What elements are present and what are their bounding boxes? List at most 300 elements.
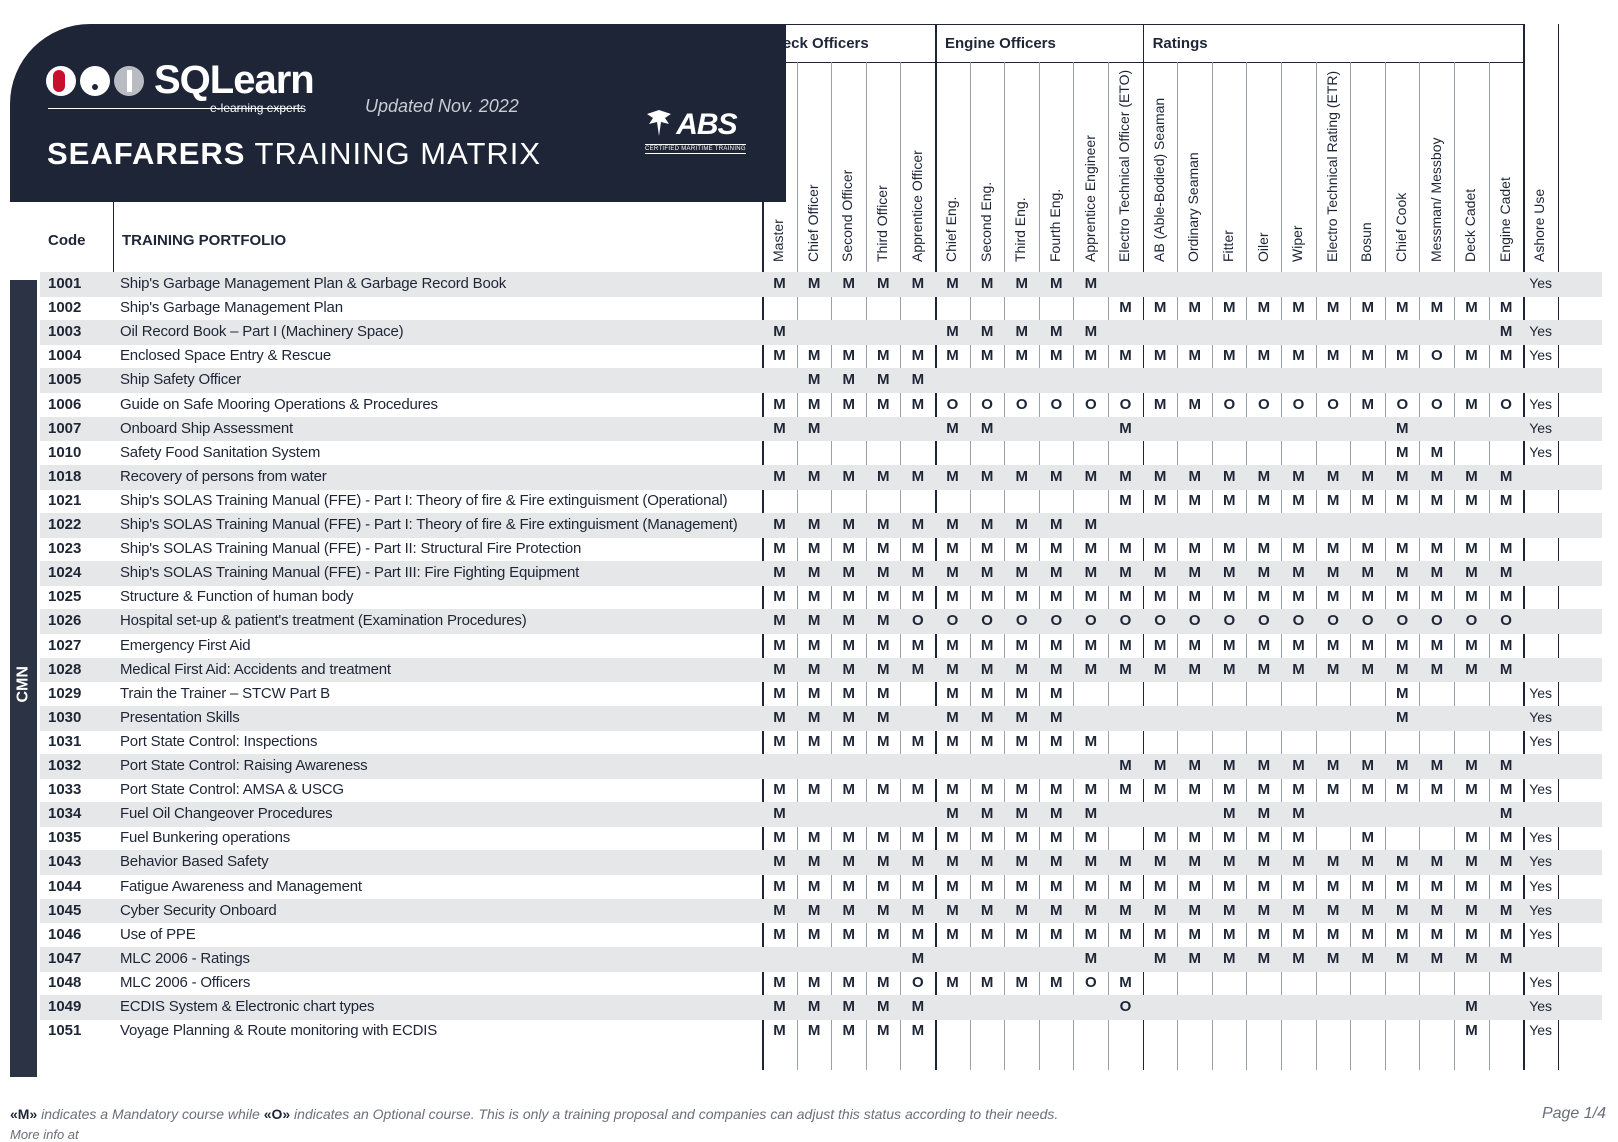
requirement-mark: M: [1292, 588, 1305, 606]
requirement-mark: M: [946, 853, 959, 871]
table-row: [40, 995, 1602, 1020]
requirement-mark: M: [1015, 684, 1028, 702]
course-code: 1006: [48, 395, 82, 413]
requirement-mark: M: [1084, 829, 1098, 847]
requirement-mark: M: [807, 853, 821, 871]
requirement-mark: M: [1361, 829, 1374, 847]
requirement-mark: M: [1430, 757, 1444, 774]
requirement-mark: M: [1119, 419, 1132, 437]
requirement-mark: M: [1050, 564, 1063, 582]
requirement-mark: M: [877, 516, 890, 533]
requirement-mark: M: [1188, 491, 1201, 509]
requirement-mark: M: [1430, 588, 1444, 606]
role-header: [1073, 62, 1108, 266]
course-code: 1032: [48, 757, 82, 774]
requirement-mark: M: [946, 925, 959, 943]
course-code: 1024: [48, 564, 82, 582]
requirement-mark: M: [1188, 853, 1201, 871]
requirement-mark: O: [946, 395, 959, 413]
course-code: 1035: [48, 829, 82, 847]
course-code: 1018: [48, 467, 82, 485]
requirement-mark: M: [1015, 588, 1028, 606]
requirement-mark: M: [911, 395, 925, 413]
requirement-mark: M: [980, 540, 994, 558]
requirement-mark: M: [1050, 467, 1063, 485]
course-name: Ship's Garbage Management Plan & Garbage Record Book: [120, 275, 507, 292]
requirement-mark: O: [1119, 612, 1132, 630]
requirement-mark: M: [1188, 347, 1201, 365]
requirement-mark: M: [1430, 781, 1444, 799]
requirement-mark: M: [1396, 660, 1409, 678]
requirement-mark: M: [1084, 732, 1098, 750]
course-code: 1025: [48, 588, 82, 606]
requirement-mark: M: [877, 612, 890, 630]
requirement-mark: M: [773, 660, 786, 678]
requirement-mark: M: [911, 949, 925, 967]
requirement-mark: M: [1326, 925, 1340, 943]
requirement-mark: M: [1257, 660, 1271, 678]
requirement-mark: M: [807, 612, 821, 630]
role-label: Deck Cadet: [1462, 188, 1479, 262]
table-row: [40, 609, 1602, 634]
requirement-mark: M: [1430, 467, 1444, 485]
requirement-mark: M: [1153, 829, 1167, 847]
requirement-mark: M: [773, 516, 786, 533]
course-code: 1033: [48, 781, 82, 799]
requirement-mark: M: [807, 708, 821, 726]
requirement-mark: M: [1119, 901, 1132, 919]
requirement-mark: M: [980, 805, 994, 823]
requirement-mark: M: [1153, 757, 1167, 774]
course-code: 1022: [48, 516, 82, 533]
requirement-mark: M: [1050, 925, 1063, 943]
requirement-mark: M: [877, 588, 890, 606]
requirement-mark: M: [807, 781, 821, 799]
table-row: [40, 899, 1602, 924]
requirement-mark: M: [1153, 588, 1167, 606]
table-row: [40, 441, 1602, 466]
requirement-mark: O: [981, 612, 993, 630]
requirement-mark: M: [1153, 564, 1167, 582]
course-code: 1029: [48, 684, 82, 702]
requirement-mark: M: [773, 901, 786, 919]
requirement-mark: M: [1396, 781, 1409, 799]
requirement-mark: M: [1050, 275, 1063, 292]
requirement-mark: O: [1431, 395, 1443, 413]
requirement-mark: M: [1257, 781, 1271, 799]
requirement-mark: M: [1326, 636, 1340, 654]
ashore-use-value: Yes: [1529, 275, 1553, 291]
requirement-mark: M: [1499, 877, 1513, 895]
table-row: [40, 465, 1602, 490]
requirement-mark: M: [1465, 660, 1478, 678]
requirement-mark: M: [911, 853, 925, 871]
requirement-mark: M: [946, 829, 959, 847]
requirement-mark: M: [1396, 636, 1409, 654]
table-row: [40, 730, 1602, 755]
table-row: [40, 296, 1602, 321]
role-header: [1004, 62, 1039, 266]
table-row: [40, 971, 1602, 996]
table-row: [40, 537, 1602, 562]
requirement-mark: M: [1499, 588, 1513, 606]
role-label: Apprentice Engineer: [1081, 135, 1098, 262]
course-name: Port State Control: Inspections: [120, 732, 318, 750]
course-code: 1051: [48, 1022, 82, 1040]
table-row: [40, 875, 1602, 900]
requirement-mark: M: [877, 708, 890, 726]
requirement-mark: M: [946, 973, 959, 991]
role-header: [900, 62, 935, 266]
group-header-3: Ratings: [1143, 24, 1524, 62]
legend-text-2: indicates an Optional course. This is only a training proposal and companies can adjust this status according to their needs.: [290, 1106, 1059, 1122]
requirement-mark: M: [842, 925, 855, 943]
requirement-mark: M: [1430, 564, 1444, 582]
requirement-mark: M: [807, 1022, 821, 1040]
requirement-mark: M: [1430, 299, 1444, 317]
requirement-mark: M: [1050, 732, 1063, 750]
role-header: [762, 62, 797, 266]
requirement-mark: M: [1292, 829, 1305, 847]
eagle-icon: [645, 108, 673, 138]
requirement-mark: M: [1499, 949, 1513, 967]
requirement-mark: M: [877, 564, 890, 582]
requirement-mark: O: [1361, 612, 1374, 630]
requirement-mark: M: [1257, 925, 1271, 943]
requirement-mark: M: [807, 998, 821, 1015]
requirement-mark: M: [1326, 299, 1340, 317]
role-label: Master: [770, 219, 787, 262]
requirement-mark: M: [1499, 467, 1513, 485]
requirement-mark: M: [1015, 925, 1028, 943]
requirement-mark: M: [1430, 660, 1444, 678]
table-row: [40, 634, 1602, 659]
role-label: Oiler: [1254, 232, 1271, 262]
course-code: 1027: [48, 636, 82, 654]
requirement-mark: M: [807, 564, 821, 582]
requirement-mark: M: [1188, 467, 1201, 485]
requirement-mark: M: [1015, 564, 1028, 582]
course-name: Cyber Security Onboard: [120, 901, 277, 919]
requirement-mark: M: [980, 853, 994, 871]
role-header: [1143, 62, 1178, 266]
course-name: Hospital set-up & patient's treatment (Examination Procedures): [120, 612, 527, 630]
role-label: AB (Able-Bodied) Seaman: [1150, 97, 1167, 262]
requirement-mark: M: [1396, 564, 1409, 582]
requirement-mark: M: [1015, 877, 1028, 895]
requirement-mark: M: [1499, 781, 1513, 799]
course-name: Safety Food Sanitation System: [120, 443, 321, 461]
role-label: Electro Technical Officer (ETO): [1116, 69, 1133, 262]
requirement-mark: M: [1153, 395, 1167, 413]
requirement-mark: M: [1499, 564, 1513, 582]
requirement-mark: M: [911, 998, 925, 1015]
requirement-mark: M: [807, 901, 821, 919]
table-row: [40, 585, 1602, 610]
course-name: Use of PPE: [120, 925, 196, 943]
requirement-mark: M: [1292, 660, 1305, 678]
requirement-mark: M: [1396, 853, 1409, 871]
requirement-mark: M: [842, 347, 855, 365]
requirement-mark: M: [1292, 467, 1305, 485]
requirement-mark: M: [1084, 901, 1098, 919]
requirement-mark: M: [1223, 877, 1236, 895]
requirement-mark: M: [1499, 636, 1513, 654]
requirement-mark: M: [1188, 949, 1201, 967]
ashore-use-value: Yes: [1529, 732, 1553, 749]
table-row: [40, 658, 1602, 683]
requirement-mark: M: [1430, 877, 1444, 895]
requirement-mark: M: [842, 684, 855, 702]
table-row: [40, 272, 1602, 297]
requirement-mark: M: [1465, 299, 1478, 317]
requirement-mark: M: [1119, 660, 1132, 678]
requirement-mark: M: [842, 540, 855, 558]
requirement-mark: M: [773, 925, 786, 943]
requirement-mark: M: [946, 660, 959, 678]
ashore-use-value: Yes: [1529, 395, 1553, 412]
requirement-mark: M: [1084, 877, 1098, 895]
requirement-mark: M: [1015, 323, 1028, 341]
requirement-mark: M: [1223, 949, 1236, 967]
role-label: Ashore Use: [1531, 188, 1548, 262]
role-header: [935, 62, 970, 266]
requirement-mark: M: [1119, 347, 1132, 365]
requirement-mark: M: [980, 516, 994, 533]
requirement-mark: M: [1119, 467, 1132, 485]
course-name: Ship Safety Officer: [120, 371, 241, 389]
requirement-mark: O: [1258, 612, 1270, 630]
requirement-mark: M: [773, 998, 786, 1015]
requirement-mark: M: [842, 275, 855, 292]
requirement-mark: M: [1430, 636, 1444, 654]
course-name: Fuel Bunkering operations: [120, 829, 291, 847]
requirement-mark: M: [807, 588, 821, 606]
requirement-mark: M: [1257, 805, 1271, 823]
table-row: [40, 1019, 1602, 1044]
requirement-mark: M: [807, 660, 821, 678]
requirement-mark: M: [1084, 540, 1098, 558]
requirement-mark: M: [1396, 925, 1409, 943]
requirement-mark: M: [773, 588, 786, 606]
requirement-mark: M: [1153, 467, 1167, 485]
requirement-mark: M: [1153, 949, 1167, 967]
role-label: Messman/ Messboy: [1427, 137, 1444, 262]
course-code: 1023: [48, 540, 82, 558]
role-label: Engine Cadet: [1496, 177, 1513, 262]
requirement-mark: O: [1396, 612, 1409, 630]
course-name: Onboard Ship Assessment: [120, 419, 293, 437]
requirement-mark: M: [980, 684, 994, 702]
course-code: 1003: [48, 323, 82, 341]
requirement-mark: M: [1361, 636, 1374, 654]
requirement-mark: M: [1465, 998, 1478, 1015]
requirement-mark: M: [1326, 347, 1340, 365]
requirement-mark: M: [980, 829, 994, 847]
requirement-mark: M: [980, 564, 994, 582]
requirement-mark: M: [877, 684, 890, 702]
requirement-mark: M: [1119, 299, 1132, 317]
role-label: Chief Officer: [804, 184, 821, 262]
ashore-use-value: Yes: [1529, 877, 1553, 894]
requirement-mark: M: [1499, 805, 1513, 823]
requirement-mark: M: [773, 781, 786, 799]
requirement-mark: M: [1292, 564, 1305, 582]
requirement-mark: M: [1153, 299, 1167, 317]
requirement-mark: M: [1292, 949, 1305, 967]
requirement-mark: M: [1326, 757, 1340, 774]
requirement-mark: O: [1015, 395, 1028, 413]
requirement-mark: M: [1361, 949, 1374, 967]
requirement-mark: M: [1257, 901, 1271, 919]
requirement-mark: M: [877, 901, 890, 919]
requirement-mark: M: [1050, 877, 1063, 895]
requirement-mark: M: [911, 660, 925, 678]
requirement-mark: M: [842, 853, 855, 871]
requirement-mark: M: [807, 347, 821, 365]
requirement-mark: M: [1015, 275, 1028, 292]
requirement-mark: O: [1085, 395, 1097, 413]
role-label: Chief Cook: [1393, 192, 1410, 262]
table-row: [40, 682, 1602, 707]
requirement-mark: M: [877, 395, 890, 413]
role-label: Chief Eng.: [943, 196, 960, 262]
requirement-mark: M: [1465, 949, 1478, 967]
requirement-mark: M: [1499, 829, 1513, 847]
requirement-mark: M: [911, 732, 925, 750]
requirement-mark: M: [1361, 540, 1374, 558]
requirement-mark: M: [1430, 540, 1444, 558]
course-name: Structure & Function of human body: [120, 588, 354, 606]
role-label: Wiper: [1289, 225, 1306, 262]
requirement-mark: O: [1223, 612, 1236, 630]
legend-text-1: indicates a Mandatory course while: [37, 1106, 264, 1122]
role-header: [1281, 62, 1316, 266]
requirement-mark: M: [1188, 757, 1201, 774]
requirement-mark: M: [1153, 660, 1167, 678]
requirement-mark: M: [1499, 660, 1513, 678]
course-name: Voyage Planning & Route monitoring with ECDIS: [120, 1022, 438, 1040]
requirement-mark: M: [980, 467, 994, 485]
ashore-use-value: Yes: [1529, 443, 1553, 460]
requirement-mark: M: [1223, 564, 1236, 582]
requirement-mark: M: [1326, 660, 1340, 678]
requirement-mark: M: [1361, 299, 1374, 317]
requirement-mark: O: [1396, 395, 1409, 413]
requirement-mark: M: [1153, 347, 1167, 365]
requirement-mark: M: [773, 395, 786, 413]
requirement-mark: M: [1050, 588, 1063, 606]
requirement-mark: M: [807, 419, 821, 437]
requirement-mark: M: [1326, 491, 1340, 509]
requirement-mark: M: [980, 588, 994, 606]
page-title: [47, 136, 541, 172]
requirement-mark: O: [1327, 395, 1339, 413]
requirement-mark: M: [1499, 757, 1513, 774]
requirement-mark: M: [946, 877, 959, 895]
requirement-mark: M: [1050, 684, 1063, 702]
requirement-mark: M: [842, 708, 855, 726]
requirement-mark: M: [1292, 781, 1305, 799]
requirement-mark: O: [912, 973, 924, 991]
course-name: Medical First Aid: Accidents and treatment: [120, 660, 391, 678]
requirement-mark: M: [911, 588, 925, 606]
title-bold: SEAFARERS: [47, 136, 246, 171]
role-header: [1454, 62, 1489, 266]
requirement-mark: M: [946, 684, 959, 702]
role-label: Second Eng.: [977, 181, 994, 262]
requirement-mark: M: [877, 467, 890, 485]
role-label: Fourth Eng.: [1047, 188, 1064, 262]
requirement-mark: M: [1292, 757, 1305, 774]
requirement-mark: M: [1396, 443, 1409, 461]
role-label: Apprentice Officer: [908, 150, 925, 262]
requirement-mark: M: [1084, 323, 1098, 341]
requirement-mark: M: [1015, 516, 1028, 533]
requirement-mark: M: [773, 973, 786, 991]
requirement-mark: M: [1361, 757, 1374, 774]
logo-dot-icon: [80, 66, 110, 96]
course-name: Fuel Oil Changeover Procedures: [120, 805, 333, 823]
requirement-mark: M: [1257, 636, 1271, 654]
requirement-mark: M: [1119, 973, 1132, 991]
requirement-mark: M: [1499, 925, 1513, 943]
requirement-mark: M: [1465, 757, 1478, 774]
requirement-mark: M: [1257, 877, 1271, 895]
requirement-mark: M: [980, 660, 994, 678]
course-name: Ship's SOLAS Training Manual (FFE) - Part II: Structural Fire Protection: [120, 540, 582, 558]
requirement-mark: M: [1119, 588, 1132, 606]
course-code: 1028: [48, 660, 82, 678]
role-header: [831, 62, 866, 266]
ashore-use-value: Yes: [1529, 347, 1553, 364]
course-name: Ship's Garbage Management Plan: [120, 299, 343, 317]
requirement-mark: M: [1361, 491, 1374, 509]
requirement-mark: M: [1050, 708, 1063, 726]
requirement-mark: M: [1361, 901, 1374, 919]
requirement-mark: M: [877, 732, 890, 750]
ashore-use-value: Yes: [1529, 829, 1553, 846]
requirement-mark: M: [1084, 925, 1098, 943]
requirement-mark: M: [980, 877, 994, 895]
requirement-mark: M: [1084, 275, 1098, 292]
requirement-mark: M: [1361, 395, 1374, 413]
updated-date: Updated Nov. 2022: [365, 96, 519, 116]
course-name: Ship's SOLAS Training Manual (FFE) - Part III: Fire Fighting Equipment: [120, 564, 580, 582]
requirement-mark: M: [1015, 467, 1028, 485]
requirement-mark: M: [877, 347, 890, 365]
requirement-mark: M: [1257, 829, 1271, 847]
requirement-mark: M: [980, 636, 994, 654]
requirement-mark: M: [1050, 973, 1063, 991]
requirement-mark: M: [980, 973, 994, 991]
requirement-mark: M: [1396, 684, 1409, 702]
ashore-use-value: Yes: [1529, 708, 1553, 725]
requirement-mark: M: [1015, 732, 1028, 750]
requirement-mark: M: [946, 275, 959, 292]
brand-name: SQLearn: [154, 58, 314, 102]
requirement-mark: M: [1361, 853, 1374, 871]
requirement-mark: M: [807, 829, 821, 847]
course-code: 1007: [48, 419, 82, 437]
requirement-mark: M: [1257, 299, 1271, 317]
course-code: 1031: [48, 732, 82, 750]
requirement-mark: M: [911, 371, 925, 389]
requirement-mark: M: [1465, 1022, 1478, 1040]
requirement-mark: O: [1465, 612, 1478, 630]
requirement-mark: M: [842, 467, 855, 485]
role-header: [1212, 62, 1247, 266]
